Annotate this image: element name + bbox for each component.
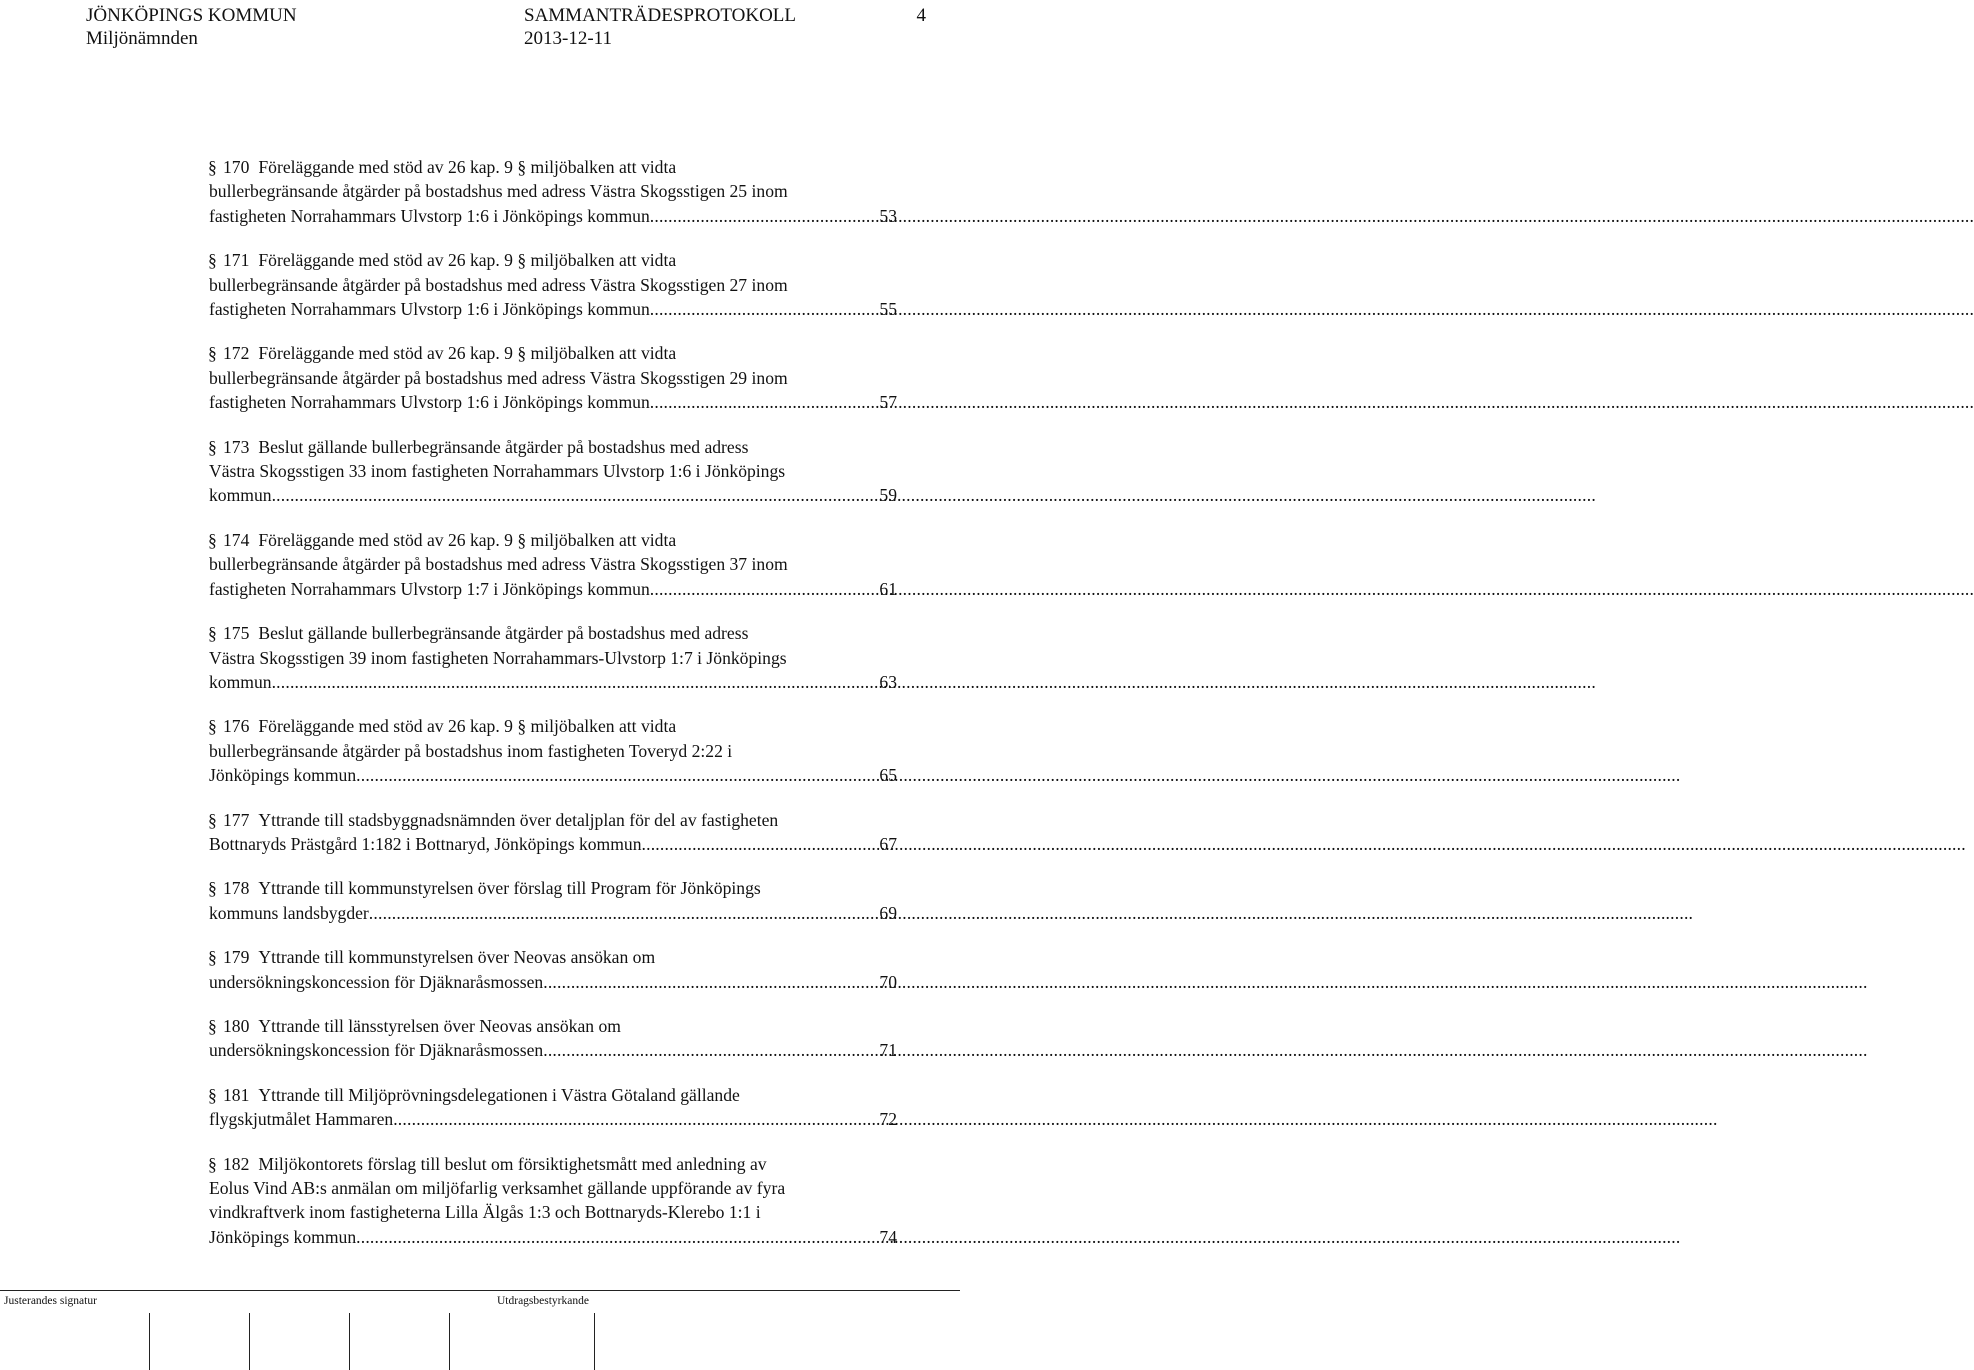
toc-entry-last-line — [209, 1107, 897, 1131]
toc-entry-first-line — [209, 714, 897, 738]
toc-title-line: bullerbegränsande åtgärder på bostadshus med adress Västra Skogsstigen 29 inom — [209, 367, 788, 388]
toc-title-line: Föreläggande med stöd av 26 kap. 9 § miljöbalken att vidta — [258, 250, 677, 271]
toc-entry-last-line — [209, 832, 897, 856]
committee-name: Miljönämnden — [86, 28, 198, 49]
section-symbol: § — [208, 623, 217, 644]
toc-entry[interactable] — [209, 1083, 897, 1132]
toc-page-number: 67 — [879, 833, 897, 854]
paragraph-number: 182 — [223, 1153, 250, 1174]
toc-entry-last-line — [209, 204, 897, 228]
toc-page-number: 65 — [879, 765, 897, 786]
toc-title-line: fastigheten Norrahammars Ulvstorp 1:6 i Jönköpings kommun — [209, 205, 650, 226]
toc-title-line: Jönköpings kommun — [209, 765, 357, 786]
toc-title-line: bullerbegränsande åtgärder på bostadshus inom fastigheten Toveryd 2:22 i — [209, 740, 733, 761]
toc-title-line: Bottnaryds Prästgård 1:182 i Bottnaryd, Jönköpings kommun — [209, 833, 642, 854]
toc-entry[interactable] — [209, 945, 897, 994]
dot-leader — [272, 483, 879, 507]
paragraph-number: 173 — [223, 436, 250, 457]
toc-page-number: 57 — [879, 392, 897, 413]
signature-box-divider — [249, 1313, 250, 1370]
toc-page-number: 53 — [879, 205, 897, 226]
toc-title-line: Föreläggande med stöd av 26 kap. 9 § miljöbalken att vidta — [258, 529, 677, 550]
dot-leader — [650, 204, 879, 228]
toc-entry-first-line — [209, 528, 897, 552]
section-symbol: § — [208, 809, 217, 830]
paragraph-number: 179 — [223, 947, 250, 968]
toc-title-line: Yttrande till kommunstyrelsen över förslag till Program för Jönköpings — [258, 878, 761, 899]
toc-entry-first-line — [209, 1152, 897, 1176]
section-symbol: § — [208, 1153, 217, 1174]
toc-entry-first-line — [209, 945, 897, 969]
paragraph-number: 178 — [223, 878, 250, 899]
signature-box-divider — [149, 1313, 150, 1370]
signature-box-divider — [349, 1313, 350, 1370]
toc-entry-last-line — [209, 390, 897, 414]
toc-entry-first-line — [209, 621, 897, 645]
dot-leader — [272, 670, 879, 694]
toc-page-number: 69 — [879, 902, 897, 923]
toc-entry-last-line — [209, 901, 897, 925]
toc-title-line: kommun — [209, 485, 272, 506]
toc-title-line: Beslut gällande bullerbegränsande åtgärder på bostadshus med adress — [258, 623, 749, 644]
dot-leader — [650, 577, 879, 601]
toc-entry-first-line — [209, 435, 897, 459]
dot-leader — [650, 297, 879, 321]
toc-title-line: Miljökontorets förslag till beslut om försiktighetsmått med anledning av — [258, 1153, 767, 1174]
meeting-date: 2013-12-11 — [524, 28, 612, 49]
toc-title-line: Yttrande till Miljöprövningsdelegationen i Västra Götaland gällande — [258, 1084, 740, 1105]
toc-entry[interactable] — [209, 435, 897, 508]
toc-page-number: 72 — [879, 1109, 897, 1130]
toc-entry-first-line — [209, 876, 897, 900]
toc-title-line: undersökningskoncession för Djäknaråsmossen — [209, 971, 544, 992]
organization-name: JÖNKÖPINGS KOMMUN — [86, 5, 297, 26]
toc-entry-last-line — [209, 1038, 897, 1062]
excerpt-certification-label: Utdragsbestyrkande — [497, 1295, 589, 1307]
toc-entry-last-line — [209, 670, 897, 694]
section-symbol: § — [208, 1084, 217, 1105]
toc-entry-last-line — [209, 763, 897, 787]
toc-page-number: 55 — [879, 299, 897, 320]
signature-label: Justerandes signatur — [4, 1295, 97, 1307]
toc-entry-last-line — [209, 577, 897, 601]
page-header — [86, 0, 926, 52]
toc-entry-first-line — [209, 341, 897, 365]
section-symbol: § — [208, 947, 217, 968]
excerpt-box-divider — [594, 1313, 595, 1370]
toc-entry-first-line — [209, 1014, 897, 1038]
toc-entry[interactable] — [209, 808, 897, 857]
paragraph-number: 174 — [223, 529, 250, 550]
toc-title-line: vindkraftverk inom fastigheterna Lilla Älgås 1:3 och Bottnaryds-Klerebo 1:1 i — [209, 1202, 761, 1223]
paragraph-number: 171 — [223, 250, 250, 271]
toc-page-number: 63 — [879, 671, 897, 692]
toc-entry[interactable] — [209, 155, 897, 228]
toc-entry[interactable] — [209, 714, 897, 787]
toc-title-line: Föreläggande med stöd av 26 kap. 9 § miljöbalken att vidta — [258, 716, 677, 737]
toc-entry-last-line — [209, 1225, 897, 1249]
paragraph-number: 176 — [223, 716, 250, 737]
toc-title-line: Föreläggande med stöd av 26 kap. 9 § miljöbalken att vidta — [258, 157, 677, 177]
document-type: SAMMANTRÄDESPROTOKOLL — [524, 5, 797, 26]
toc-entry-first-line — [209, 1083, 897, 1107]
toc-entry-first-line — [209, 248, 897, 272]
toc-title-line: Västra Skogsstigen 33 inom fastigheten Norrahammars Ulvstorp 1:6 i Jönköpings — [209, 461, 786, 482]
toc-page-number: 74 — [879, 1226, 897, 1247]
section-symbol: § — [208, 250, 217, 271]
toc-title-line: Yttrande till stadsbyggnadsnämnden över detaljplan för del av fastigheten — [258, 809, 779, 830]
page-number: 4 — [916, 5, 926, 26]
table-of-contents — [209, 155, 897, 1269]
toc-entry-first-line — [209, 808, 897, 832]
section-symbol: § — [208, 436, 217, 457]
section-symbol: § — [208, 878, 217, 899]
dot-leader — [543, 1038, 878, 1062]
toc-entry[interactable] — [209, 1014, 897, 1063]
paragraph-number: 180 — [223, 1015, 250, 1036]
paragraph-number: 175 — [223, 623, 250, 644]
toc-page-number: 61 — [879, 578, 897, 599]
toc-title-line: fastigheten Norrahammars Ulvstorp 1:6 i Jönköpings kommun — [209, 392, 650, 413]
toc-title-line: Jönköpings kommun — [209, 1226, 357, 1247]
toc-entry-last-line — [209, 297, 897, 321]
paragraph-number: 172 — [223, 343, 250, 364]
paragraph-number: 177 — [223, 809, 250, 830]
toc-entry-first-line — [209, 155, 897, 179]
section-symbol: § — [208, 343, 217, 364]
toc-entry[interactable] — [209, 528, 897, 601]
toc-entry[interactable] — [209, 341, 897, 414]
toc-title-line: fastigheten Norrahammars Ulvstorp 1:6 i Jönköpings kommun — [209, 299, 650, 320]
toc-entry[interactable] — [209, 876, 897, 925]
section-symbol: § — [208, 716, 217, 737]
toc-entry-last-line — [209, 970, 897, 994]
toc-title-line: bullerbegränsande åtgärder på bostadshus med adress Västra Skogsstigen 27 inom — [209, 274, 788, 295]
section-symbol: § — [208, 529, 217, 550]
dot-leader — [650, 390, 879, 414]
toc-title-line: kommun — [209, 671, 272, 692]
toc-title-line: Yttrande till kommunstyrelsen över Neovas ansökan om — [258, 947, 656, 968]
paragraph-number: 170 — [223, 157, 250, 177]
toc-title-line: kommuns landsbygder — [209, 902, 369, 923]
toc-title-line: Föreläggande med stöd av 26 kap. 9 § miljöbalken att vidta — [258, 343, 677, 364]
toc-entry[interactable] — [209, 1152, 897, 1250]
toc-title-line: bullerbegränsande åtgärder på bostadshus med adress Västra Skogsstigen 37 inom — [209, 554, 788, 575]
toc-entry-last-line — [209, 483, 897, 507]
toc-title-line: Västra Skogsstigen 39 inom fastigheten Norrahammars-Ulvstorp 1:7 i Jönköpings — [209, 647, 787, 668]
toc-title-line: flygskjutmålet Hammaren — [209, 1109, 394, 1130]
dot-leader — [543, 970, 878, 994]
dot-leader — [642, 832, 879, 856]
paragraph-number: 181 — [223, 1084, 250, 1105]
toc-entry[interactable] — [209, 621, 897, 694]
section-symbol: § — [208, 1015, 217, 1036]
toc-title-line: bullerbegränsande åtgärder på bostadshus med adress Västra Skogsstigen 25 inom — [209, 181, 788, 202]
dot-leader — [356, 1225, 878, 1249]
toc-page-number: 70 — [879, 971, 897, 992]
toc-page-number: 71 — [879, 1040, 897, 1061]
toc-title-line: undersökningskoncession för Djäknaråsmossen — [209, 1040, 544, 1061]
toc-title-line: Yttrande till länsstyrelsen över Neovas ansökan om — [258, 1015, 621, 1036]
toc-title-line: Eolus Vind AB:s anmälan om miljöfarlig verksamhet gällande uppförande av fyra — [209, 1178, 786, 1198]
dot-leader — [393, 1107, 878, 1131]
toc-title-line: fastigheten Norrahammars Ulvstorp 1:7 i Jönköpings kommun — [209, 578, 650, 599]
dot-leader — [356, 763, 878, 787]
toc-entry[interactable] — [209, 248, 897, 321]
section-symbol: § — [208, 157, 217, 177]
toc-page-number: 59 — [879, 485, 897, 506]
signature-box-divider — [449, 1313, 450, 1370]
toc-title-line: Beslut gällande bullerbegränsande åtgärder på bostadshus med adress — [258, 436, 749, 457]
dot-leader — [369, 901, 879, 925]
footer-divider — [0, 1290, 960, 1291]
